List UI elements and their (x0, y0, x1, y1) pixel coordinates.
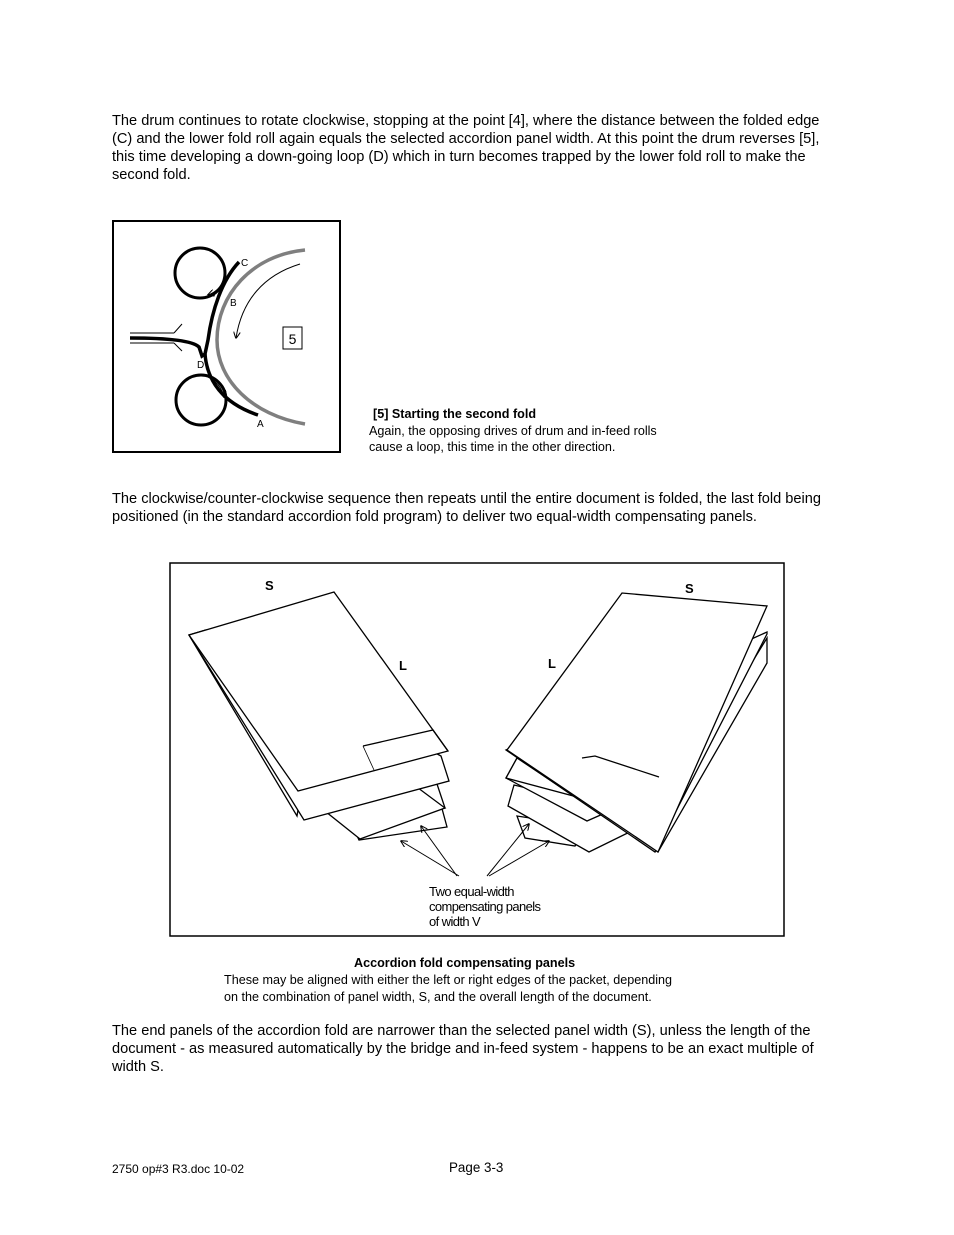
figure2-caption-title: Accordion fold compensating panels (354, 956, 576, 970)
paragraph-drum-rotation: The drum continues to rotate clockwise, stopping at the point [4], where the distance between the folded edge (C) and the lower fold roll again equals the selected accordion panel width. At this point the drum reverses [5], this time developing a down-going loop (D) which in turn becomes trapped by the lower fold roll to make the second fold. (112, 113, 820, 183)
paragraph-fold-sequence: The clockwise/counter-clockwise sequence then repeats until the entire document is folded, the last fold being positioned (in the standard accordion fold program) to deliver two equal-width compensating panels. (112, 491, 822, 525)
figure1-caption-line1: Again, the opposing drives of drum and in-feed rolls (369, 424, 657, 438)
fold-rolls-diagram (112, 220, 342, 454)
annotation-line1: Two equal-width (429, 884, 514, 899)
annotation-line2: compensating panels (429, 899, 541, 914)
figure1-caption-title: [5] Starting the second fold (373, 407, 537, 421)
step-number: 5 (288, 331, 297, 347)
label-l-right: L (548, 656, 556, 671)
label-a: A (257, 419, 264, 430)
figure2-caption-line1: These may be aligned with either the left or right edges of the packet, depending (224, 973, 673, 987)
figure1-caption-line2: cause a loop, this time in the other direction. (369, 440, 616, 454)
accordion-fold-diagram (169, 562, 786, 938)
label-d: D (197, 360, 205, 371)
paragraph-end-panels: The end panels of the accordion fold are narrower than the selected panel width (S), unless the length of the document - as measured automatically by the bridge and in-feed system - happens to be an exact multiple of width S. (112, 1023, 814, 1075)
label-s-left: S (265, 578, 274, 593)
footer-page-number: Page 3-3 (449, 1160, 504, 1175)
annotation-line3: of width V (429, 914, 481, 929)
label-s-right: S (685, 581, 694, 596)
upper-fold-roll (175, 248, 225, 298)
footer-document-id: 2750 op#3 R3.doc 10-02 (112, 1162, 245, 1176)
label-c: C (241, 258, 249, 269)
figure2-caption-line2: on the combination of panel width, S, and the overall length of the document. (224, 990, 652, 1004)
label-b: B (230, 298, 237, 309)
label-l-left: L (399, 658, 407, 673)
lower-fold-roll (176, 375, 226, 425)
